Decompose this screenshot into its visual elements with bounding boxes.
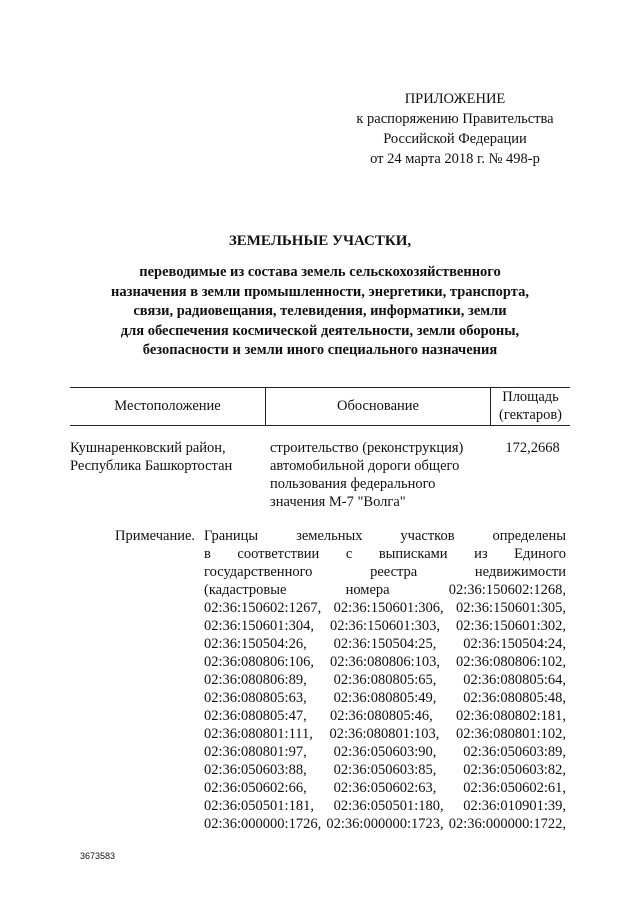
header-area-line2: (гектаров) [499, 407, 562, 423]
subtitle-line: безопасности и земли иного специального назначения [142, 342, 498, 358]
header-basis: Обоснование [337, 398, 419, 414]
note-word: 02:36:080806:103, [330, 654, 440, 670]
table-header-rule [70, 425, 570, 426]
cell-basis-line: автомобильной дороги общего [270, 458, 460, 474]
note-word: Границы [204, 528, 259, 544]
note-word: земельных [296, 528, 363, 544]
cell-basis-line: пользования федерального [270, 476, 436, 492]
note-word: 02:36:080805:64, [463, 672, 566, 688]
note-word: 02:36:080805:48, [463, 690, 566, 706]
note-word: 02:36:080805:49, [333, 690, 437, 706]
note-line [204, 689, 566, 707]
note-word: 02:36:000000:1722, [448, 816, 566, 832]
note-word: 02:36:080806:106, [204, 654, 314, 670]
subtitle-line: переводимые из состава земель сельскохозяйственного [139, 264, 501, 280]
note-word: Единого [514, 546, 566, 562]
note-word: 02:36:050603:82, [463, 762, 566, 778]
note-word: 02:36:050602:63, [333, 780, 437, 796]
note-line [204, 743, 566, 761]
note-word: 02:36:080801:97, [204, 744, 307, 760]
note-word: 02:36:050603:85, [333, 762, 437, 778]
note-word: 02:36:080801:102, [456, 726, 566, 742]
subtitle-line: назначения в земли промышленности, энергетики, транспорта, [111, 283, 529, 300]
note-word: реестра [370, 564, 418, 580]
note-line [204, 815, 566, 833]
note-word: 02:36:050602:66, [204, 780, 307, 796]
cell-basis-line: значения М-7 "Волга" [270, 494, 406, 510]
note-line [204, 761, 566, 779]
header-location: Местоположение [114, 398, 221, 414]
note-line [204, 617, 566, 635]
note-word: 02:36:000000:1726, [204, 816, 322, 832]
note-word: 02:36:050603:88, [204, 762, 307, 778]
note-word: номера [345, 582, 390, 598]
note-word: 02:36:080805:65, [333, 672, 437, 688]
document-title: ЗЕМЕЛЬНЫЕ УЧАСТКИ, [228, 233, 412, 249]
note-word: 02:36:150504:26, [204, 636, 307, 652]
note-word: участков [400, 528, 455, 544]
note-word: 02:36:150602:1268, [448, 582, 566, 598]
note-word: недвижимости [474, 564, 566, 580]
note-line [204, 707, 566, 725]
note-word: 02:36:150601:304, [204, 618, 314, 634]
subtitle-line: для обеспечения космической деятельности, земли обороны, [120, 322, 520, 339]
note-line [204, 725, 566, 743]
document-number: 3673583 [80, 851, 116, 861]
header-area [491, 387, 570, 425]
note-line [204, 797, 566, 815]
note-word: 02:36:150601:302, [456, 618, 566, 634]
note-word: в [204, 546, 211, 562]
note-line [204, 779, 566, 797]
note-word: 02:36:050602:61, [463, 780, 566, 796]
appendix-block [340, 89, 570, 169]
note-word: 02:36:150601:306, [333, 600, 444, 616]
note-word: 02:36:080805:47, [204, 708, 307, 724]
note-word: соответствии [237, 546, 320, 562]
note-word: государственного [204, 564, 313, 580]
note-word: 02:36:000000:1723, [326, 816, 444, 832]
appendix-title: ПРИЛОЖЕНИЕ [404, 91, 506, 107]
cell-location-line: Кушнаренковский район, [70, 440, 226, 456]
appendix-line: Российской Федерации [383, 131, 527, 147]
note-word: 02:36:050603:90, [333, 744, 437, 760]
cell-basis-line: строительство (реконструкция) [270, 440, 464, 456]
note-word: 02:36:080805:63, [204, 690, 307, 706]
note-line [204, 581, 566, 599]
note-word: 02:36:050501:181, [204, 798, 314, 814]
note-word: с [345, 546, 353, 562]
cell-area: 172,2668 [505, 440, 560, 456]
note-line [204, 527, 566, 545]
note-word: 02:36:150504:24, [463, 636, 566, 652]
note-word: 02:36:080806:89, [204, 672, 307, 688]
note-word: выписками [378, 546, 448, 562]
note-word: 02:36:080805:46, [330, 708, 433, 724]
note-word: (кадастровые [204, 582, 287, 598]
note-word: определены [492, 528, 566, 544]
note-word: 02:36:010901:39, [463, 798, 566, 814]
cell-location-line: Республика Башкортостан [70, 458, 233, 474]
note-word: 02:36:080801:111, [204, 726, 313, 742]
note-word: 02:36:150602:1267, [204, 600, 322, 616]
note-line [204, 599, 566, 617]
note-word: 02:36:080802:181, [456, 708, 566, 724]
cell-location [70, 439, 265, 475]
note-word: 02:36:150601:303, [330, 618, 440, 634]
appendix-line: к распоряжению Правительства [356, 111, 554, 127]
subtitle-line: связи, радиовещания, телевидения, информатики, земли [133, 303, 507, 319]
note-line [204, 671, 566, 689]
note-line [204, 563, 566, 581]
appendix-date-line: от 24 марта 2018 г. № 498-р [370, 151, 540, 167]
note-word: 02:36:080806:102, [456, 654, 566, 670]
note-body [204, 527, 566, 833]
cell-basis [270, 439, 490, 511]
note-line [204, 635, 566, 653]
header-area-line1: Площадь [502, 389, 559, 405]
note-word: 02:36:080801:103, [329, 726, 440, 742]
note-word: из [474, 546, 488, 562]
note-word: 02:36:150504:25, [333, 636, 437, 652]
note-word: 02:36:150601:305, [456, 600, 566, 616]
note-word: 02:36:050603:89, [463, 744, 566, 760]
note-line [204, 545, 566, 563]
note-label: Примечание. [115, 528, 196, 544]
note-word: 02:36:050501:180, [333, 798, 444, 814]
note-line [204, 653, 566, 671]
document-subtitle [0, 263, 640, 361]
